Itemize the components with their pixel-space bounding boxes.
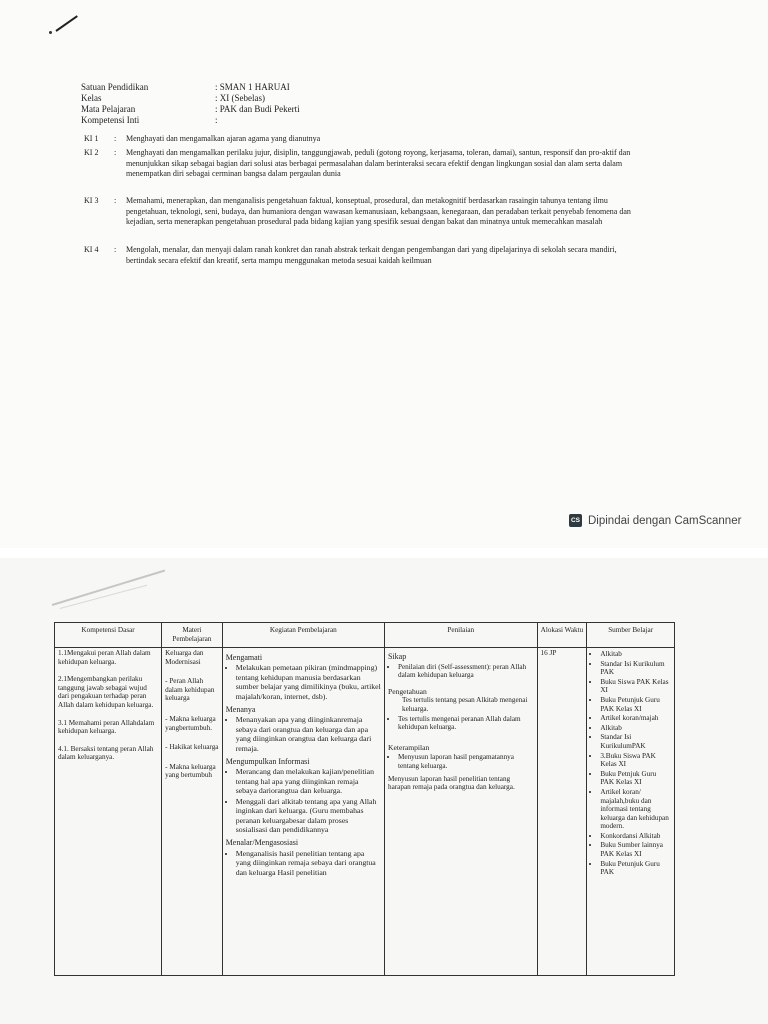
ki-row (84, 196, 634, 228)
ink-dot (49, 31, 52, 34)
kegiatan-list (226, 849, 381, 877)
learning-plan-table (54, 622, 675, 976)
info-row (81, 93, 300, 104)
info-key: Kompetensi Inti (81, 115, 140, 125)
ki-text: Mengolah, menalar, dan menyaji dalam ranah konkret dan ranah abstrak terkait dengan pengembangan dari yang dipelajarinya di sekolah secara mandiri, bertindak secara efektif dan kreatif, serta mampu menggunakan metoda sesuai kaidah keilmuan (126, 245, 617, 265)
penilaian-item: • Penilaian diri (Self-assessment): peran Allah dalam kehidupan keluarga (398, 663, 534, 680)
sumber-item: • Buku Petunjuk Guru PAK Kelas XI (600, 696, 671, 713)
materi-item: - Hakikat keluarga (165, 743, 219, 752)
school-info (81, 82, 300, 126)
sumber-item: • 3.Buku Siswa PAK Kelas XI (600, 752, 671, 769)
kegiatan-list (226, 663, 381, 701)
kd-item: 1.1Mengakui peran Allah dalam kehidupan keluarga. (58, 649, 151, 666)
penilaian-list (388, 753, 534, 770)
kegiatan-item: • Menggali dari alkitab tentang apa yang Allah inginkan dari keluarga. (Guru membahas peranan keluargabesar dalam proses sosialisasi dan pendidikannya (236, 797, 381, 835)
kegiatan-title: Mengumpulkan Informasi (225, 757, 310, 767)
info-row (81, 115, 300, 126)
kegiatan-title: Menalar/Mengasosiasi (225, 838, 299, 848)
column-header: Kegiatan Pembelajaran (222, 623, 384, 648)
sumber-item: • Konkordansi Alkitab (600, 832, 671, 841)
sumber-item: • Standar Isi Kurikulum PAK (600, 660, 671, 677)
penilaian-title: Keterampilan (387, 742, 430, 752)
camscanner-watermark (569, 514, 741, 527)
info-row (81, 82, 300, 93)
column-header: Alokasi Waktu (537, 623, 587, 648)
kegiatan-list (226, 715, 381, 753)
penilaian-list (388, 715, 534, 732)
sumber-item: • Standar Isi KurikulumPAK (600, 733, 671, 750)
camscanner-text: Dipindai dengan CamScanner (588, 514, 742, 527)
ki-colon: : (114, 148, 117, 157)
ki-row (84, 245, 634, 266)
alokasi-cell (537, 648, 587, 976)
kegiatan-item: • Melakukan pemetaan pikiran (mindmapping) tentang kehidupan manusia berdasarkan sumber belajar yang dimilikinya (buku, artikel majalah/koran, internet, dsb). (236, 663, 381, 701)
camscanner-icon: CS (569, 514, 582, 527)
kegiatan-title: Menanya (225, 705, 256, 715)
ki-label: KI 3 (84, 196, 99, 205)
sumber-item: • Buku Petunjuk Guru PAK (600, 860, 671, 877)
kd-item: 2.1Mengembangkan perilaku tanggung jawab sebagai wujud dari pengakuan terhadap peran Allah dalam kehidupan keluarga. (58, 675, 154, 709)
ki-row (84, 134, 634, 145)
info-value: : PAK dan Budi Pekerti (215, 104, 300, 114)
materi-item: - Makna keluarga yang bertumbuh (165, 763, 219, 780)
ki-text: Memahami, menerapkan, dan menganalisis pengetahuan faktual, konseptual, prosedural, dan metakognitif berdasarkan rasaingin tahunya tentang ilmu pengetahuan, teknologi, seni, budaya, dan humaniora dengan wawasan kemanusiaan, kebangsaan, kenegaraan, dan peradaban terkait penyebab fenomena dan kejadian, serta menerapkan pengetahuan prosedural pada bidang kajian yang spesifik sesuai dengan bakat dan minatnya untuk memecahkan masalah (126, 196, 631, 226)
ki-colon: : (114, 134, 117, 143)
table-row (55, 648, 675, 976)
ki-colon: : (114, 245, 117, 254)
alokasi-value: 16 JP (540, 649, 557, 657)
kegiatan-item: • Menanyakan apa yang diinginkanremaja sebaya dari orangtua dan keluarga dan apa yang diinginkan orangtua dan keluarga dari remaja. (236, 715, 381, 753)
penilaian-text: Menyusun laporan hasil penelitian tentang harapan remaja pada orangtua dan keluarga. (387, 774, 515, 792)
info-value: : SMAN 1 HARUAI (215, 82, 290, 92)
ki-text: Menghayati dan mengamalkan ajaran agama yang dianutnya (126, 134, 321, 143)
ki-text: Menghayati dan mengamalkan perilaku jujur, disiplin, tanggungjawab, peduli (gotong royong, kerjasama, toleran, damai), santun, responsif dan pro-aktif dan menunjukkan sikap sebagai bagian dari solusi atas berbagai permasalahan dalam berinteraksi secara efektif dengan lingkungan sosial dan alam serta dalam menempatkan diri sebagai cerminan bangsa dalam pergaulan dunia (126, 148, 631, 178)
column-header: Materi Pembelajaran (162, 623, 223, 648)
penilaian-title: Sikap (387, 652, 407, 661)
kd-item: 4.1. Bersaksi tentang peran Allah dalam keluarganya. (58, 744, 154, 762)
info-key: Satuan Pendidikan (81, 82, 149, 92)
sumber-item: • Artikel koran/ majalah,buku dan informasi tentang keluarga dan kehidupan modern. (600, 788, 671, 831)
sumber-item: • Artikel koran/majah (600, 714, 671, 723)
materi-item: - Peran Allah dalam kehidupan keluarga (165, 677, 219, 703)
info-row (81, 104, 300, 115)
kegiatan-list (226, 767, 381, 834)
column-header: Sumber Belajar (587, 623, 675, 648)
materi-cell (162, 648, 223, 976)
penilaian-title: Pengetahuan (387, 686, 427, 696)
info-value: : XI (Sebelas) (215, 93, 265, 103)
ki-label: KI 2 (84, 148, 99, 157)
penilaian-item: • Menyusun laporan hasil pengamatannya tentang keluarga. (398, 753, 534, 770)
sumber-item: • Buku Petnjuk Guru PAK Kelas XI (600, 770, 671, 787)
info-key: Kelas (81, 93, 102, 103)
scan-streak (52, 570, 165, 606)
column-header: Kompetensi Dasar (55, 623, 162, 648)
sumber-item: • Buku Sumber lainnya PAK Kelas XI (600, 841, 671, 858)
sumber-list (590, 650, 671, 877)
pen-mark (55, 15, 77, 32)
kd-item: 3.1 Memahami peran Allahdalam kehidupan keluarga. (58, 718, 155, 736)
penilaian-cell (384, 648, 537, 976)
penilaian-item: • Tes tertulis mengenai peranan Allah dalam kehidupan keluarga. (398, 715, 534, 732)
ki-label: KI 4 (84, 245, 99, 254)
info-value: : (215, 115, 218, 125)
ki-label: KI 1 (84, 134, 99, 143)
kegiatan-item: • Menganalisis hasil penelitian tentang apa yang diinginkan remaja sebaya dari orangtua dan keluarga Hasil penelitian (236, 849, 381, 877)
penilaian-list (388, 663, 534, 680)
table-header-row (55, 623, 675, 648)
page-gap (0, 548, 768, 558)
sumber-item: • Alkitab (600, 724, 671, 733)
sumber-item: • Alkitab (600, 650, 671, 659)
ki-colon: : (114, 196, 117, 205)
sumber-item: • Buku Siswa PAK Kelas XI (600, 678, 671, 695)
kegiatan-title: Mengamati (225, 653, 263, 662)
materi-item: Keluarga dan Modernisasi (165, 649, 204, 666)
sumber-cell (587, 648, 675, 976)
info-key: Mata Pelajaran (81, 104, 136, 114)
penilaian-text: Tes tertulis tentang pesan Alkitab mengenai keluarga. (401, 696, 528, 713)
column-header: Penilaian (384, 623, 537, 648)
kegiatan-cell (222, 648, 384, 976)
materi-item: - Makna keluarga yangbertumbuh. (165, 715, 219, 732)
kompetensi-dasar-cell (55, 648, 162, 976)
kegiatan-item: • Merancang dan melakukan kajian/penelitian tentang hal apa yang diinginkan remaja sebaya dariorangtua dan keluarga. (236, 767, 381, 795)
ki-row (84, 148, 634, 180)
